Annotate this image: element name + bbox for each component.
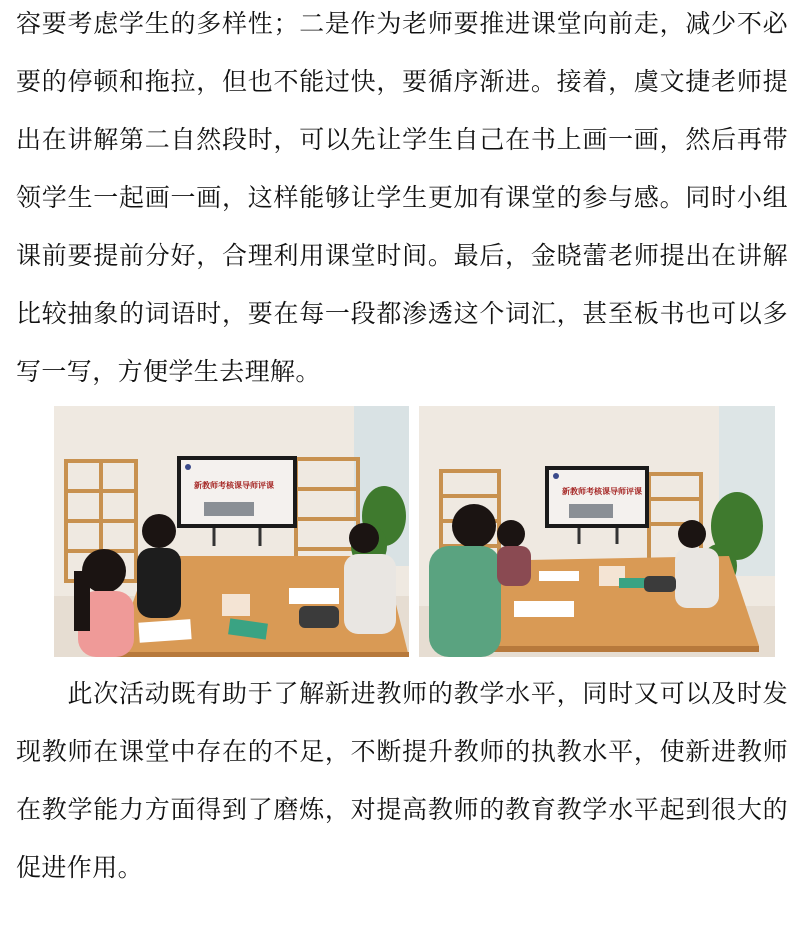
tv-screen-title: 新教师考核课导师评课 — [562, 487, 642, 496]
photo-right — [419, 406, 775, 657]
meeting-room-photo-right — [419, 406, 775, 657]
paragraph-2: 此次活动既有助于了解新进教师的教学水平，同时又可以及时发现教师在课堂中存在的不足，不断提升教师的执教水平，使新进教师在教学能力方面得到了磨炼，对提高教师的教育教学水平起到很大的促进作用。 — [16, 679, 788, 882]
person-black — [137, 514, 181, 618]
paragraph-1: 容要考虑学生的多样性；二是作为老师要推进课堂向前走，减少不必要的停顿和拖拉，但也不能过快，要循序渐进。接着，虞文捷老师提出在讲解第二自然段时，可以先让学生自己在书上画一画，然后再带领学生一起画一画，这样能够让学生更加有课堂的参与感。同时小组课前要提前分好，合理利用课堂时间。最后，金晓蕾老师提出在讲解比较抽象的词语时，要在每一段都渗透这个词汇，甚至板书也可以多写一写，方便学生去理解。 — [16, 9, 788, 386]
tv-screen-title: 新教师考核课导师评课 — [194, 481, 274, 490]
photo-left — [54, 406, 409, 657]
meeting-room-photo-left — [54, 406, 409, 657]
person-pink — [74, 549, 134, 657]
